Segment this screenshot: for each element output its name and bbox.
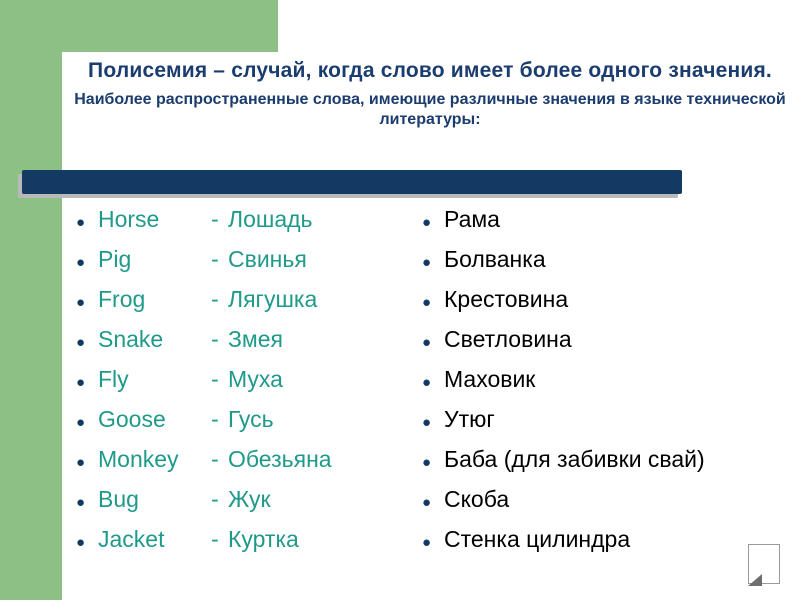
english-word: Horse [98,206,160,232]
bullet-icon [422,528,444,556]
meaning-word: Баба (для забивки свай) [444,446,705,472]
list-item [422,526,792,556]
russian-word: Змея [228,326,283,352]
list-item [422,406,792,436]
meaning-word: Рама [444,206,500,232]
list-item [422,446,792,476]
russian-word: Гусь [228,406,274,432]
title-block [70,58,790,130]
list-item [76,326,406,356]
bullet-icon [76,248,98,276]
word-pair [98,206,313,232]
list-item [76,246,406,276]
word-pair [98,486,271,512]
russian-word: Свинья [228,246,307,272]
green-left-band [0,52,62,600]
meaning-word: Болванка [444,246,546,272]
word-pair [98,446,332,472]
bullet-icon [76,408,98,436]
english-word: Jacket [98,526,165,552]
list-item [76,486,406,516]
meaning-word: Крестовина [444,286,569,312]
list-item [422,246,792,276]
bullet-icon [76,368,98,396]
bullet-icon [422,488,444,516]
meaning-word: Маховик [444,366,536,392]
russian-word: Жук [228,486,271,512]
dash-separator: - [211,286,219,312]
russian-word: Лошадь [228,206,313,232]
bullet-icon [422,288,444,316]
russian-word: Лягушка [228,286,318,312]
meaning-word: Утюг [444,406,495,432]
bullet-icon [422,208,444,236]
list-item [422,326,792,356]
dash-separator: - [211,446,219,472]
dash-separator: - [211,326,219,352]
divider-bar [22,170,682,194]
english-word: Snake [98,326,164,352]
bullet-icon [76,528,98,556]
meaning-word: Светловина [444,326,572,352]
dash-separator: - [211,206,219,232]
english-word: Bug [98,486,139,512]
english-word: Pig [98,246,132,272]
page-icon[interactable] [748,544,782,586]
russian-word: Обезьяна [228,446,332,472]
list-item [76,406,406,436]
english-word: Monkey [98,446,179,472]
dash-separator: - [211,406,219,432]
list-item [422,206,792,236]
bullet-icon [422,408,444,436]
word-pair [98,526,299,552]
word-pair [98,406,274,432]
bullet-icon [422,248,444,276]
list-item [422,286,792,316]
russian-word: Куртка [228,526,299,552]
list-item [76,366,406,396]
bullet-icon [76,448,98,476]
list-item [76,446,406,476]
dash-separator: - [211,246,219,272]
dash-separator: - [211,526,219,552]
green-top-band [0,0,278,52]
word-pair [98,326,283,352]
dash-separator: - [211,366,219,392]
russian-meanings-list [406,206,792,566]
list-item [422,366,792,396]
list-item [76,206,406,236]
page-subtitle: Наиболее распространенные слова, имеющие различные значения в языке технической литературы: [74,91,786,128]
meaning-word: Скоба [444,486,510,512]
english-word: Fly [98,366,129,392]
word-pair [98,366,283,392]
english-word: Goose [98,406,166,432]
bullet-icon [76,288,98,316]
bullet-icon [422,328,444,356]
list-item [422,486,792,516]
bullet-icon [422,368,444,396]
bullet-icon [422,448,444,476]
word-pair [98,286,317,312]
english-word: Frog [98,286,146,312]
english-russian-list [76,206,406,566]
two-column-lists [76,206,792,566]
bullet-icon [76,488,98,516]
bullet-icon [76,208,98,236]
word-pair [98,246,307,272]
meaning-word: Стенка цилиндра [444,526,631,552]
list-item [76,286,406,316]
bullet-icon [76,328,98,356]
russian-word: Муха [228,366,283,392]
page-title: Полисемия – случай, когда слово имеет более одного значения. [88,59,772,82]
list-item [76,526,406,556]
page-icon-fold [748,574,762,586]
dash-separator: - [211,486,219,512]
